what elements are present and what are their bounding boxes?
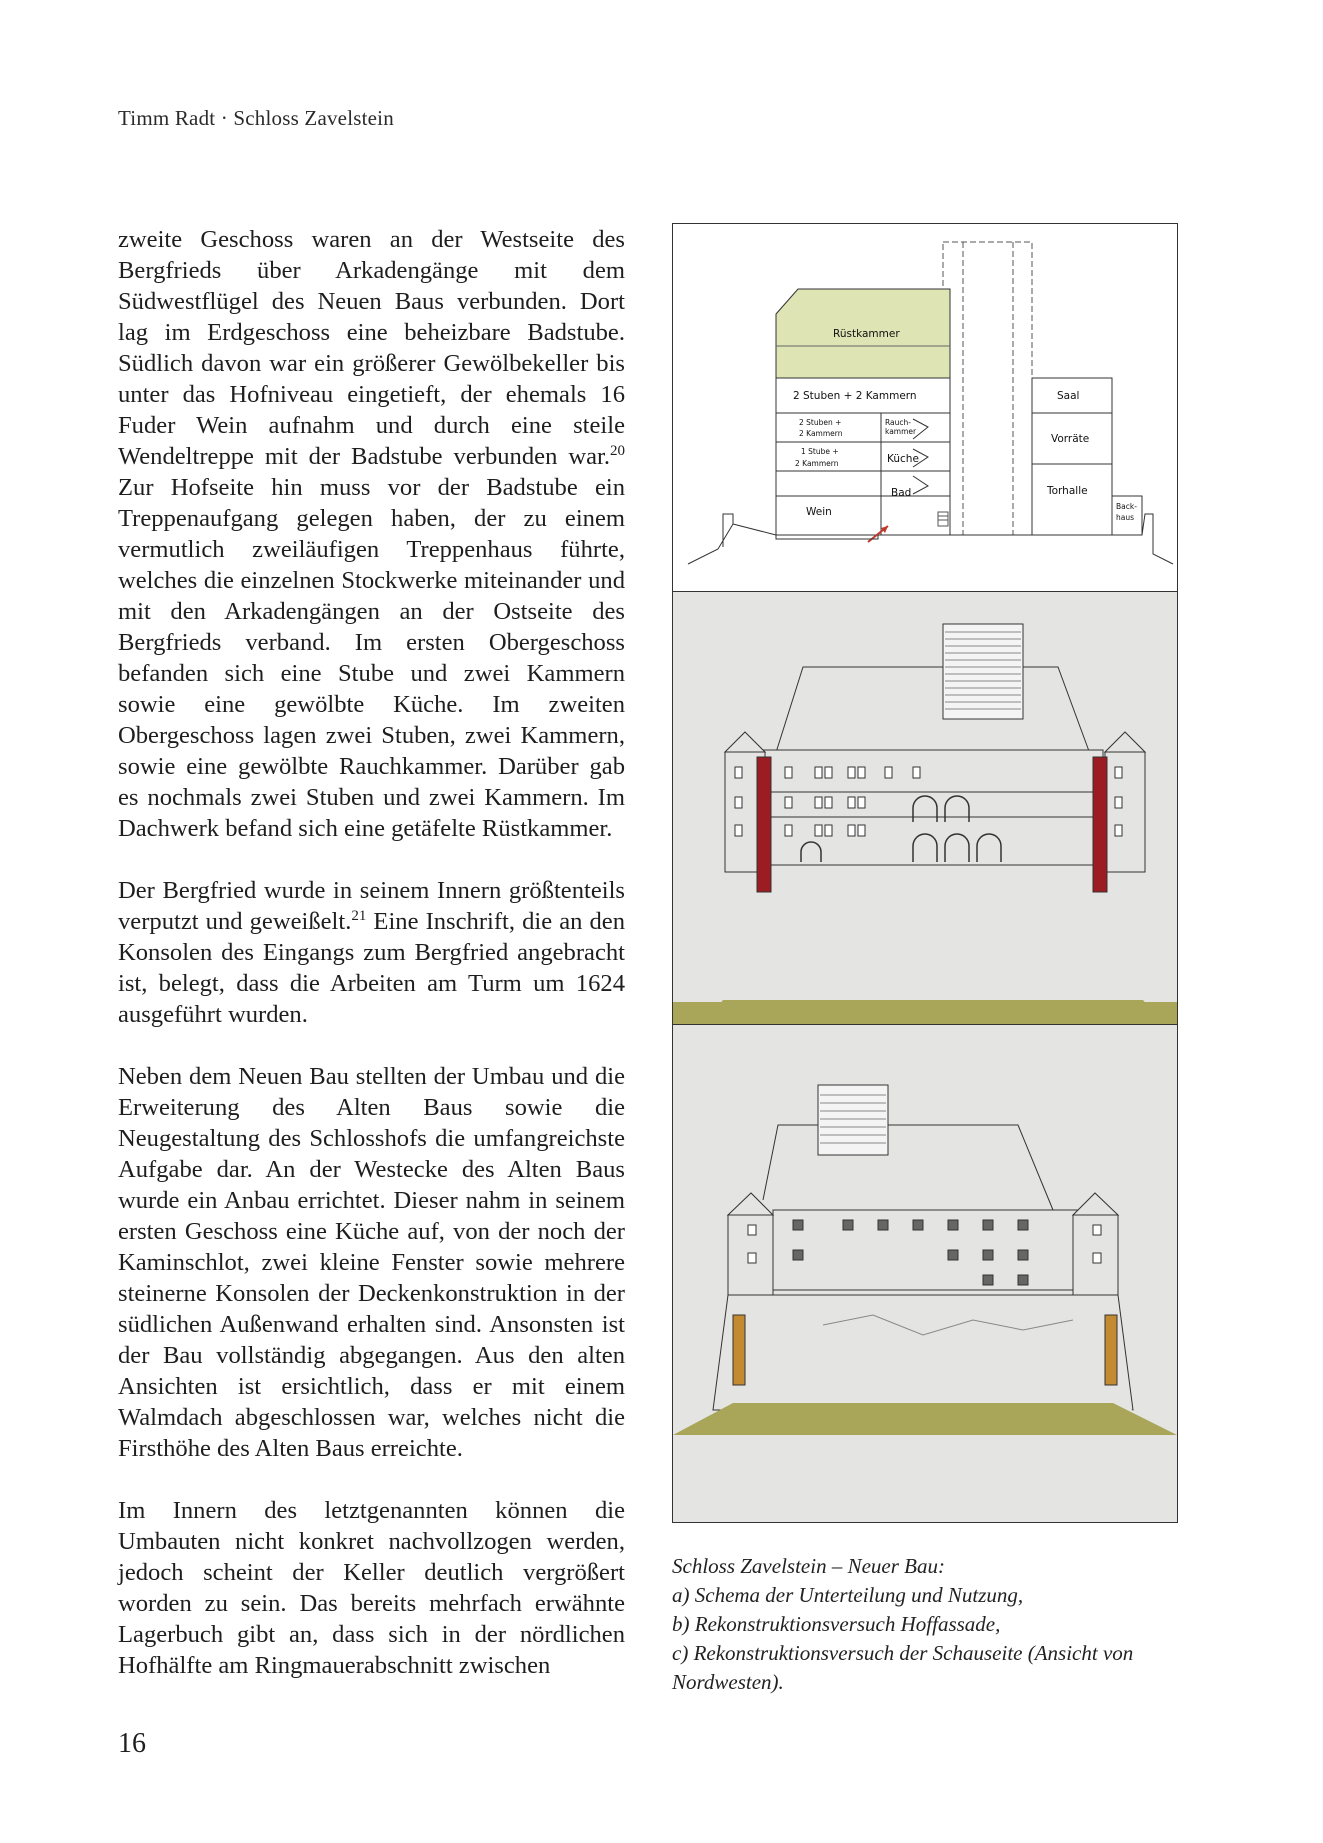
text-run: Im Innern des letztgenannten können die Umbauten nicht konkret nachvollzogen werden, jedoch scheint der Keller deutlich vergrößert worden zu sein. Das bereits mehrfach erwähnte Lagerbuch gibt an, dass sich in der nördlichen Hofhälfte am Ringmauerabschnitt zwischen xyxy=(118,1497,625,1679)
figure-panel-a xyxy=(673,224,1177,591)
label-bad: Bad xyxy=(891,487,912,499)
courtyard-facade-drawing xyxy=(673,592,1177,1025)
label-torhalle: Torhalle xyxy=(1047,485,1088,497)
tower-top xyxy=(943,624,1023,719)
turret-left xyxy=(733,1315,745,1385)
svg-text:haus: haus xyxy=(1116,513,1135,522)
figure-panel-b xyxy=(673,591,1177,1025)
running-head: Timm Radt · Schloss Zavelstein xyxy=(118,106,394,130)
label-stuben-kammern: 2 Stuben + 2 Kammern xyxy=(793,390,917,402)
svg-text:kammer: kammer xyxy=(885,427,917,436)
caption-line: b) Rekonstruktionsversuch Hoffassade, xyxy=(672,1612,1001,1636)
svg-text:1 Stube +: 1 Stube + xyxy=(801,447,839,456)
svg-text:2 Kammern: 2 Kammern xyxy=(795,459,839,468)
text-run: Zur Hofseite hin muss vor der Badstube ein Treppenaufgang gelegen haben, der zu einem vermutlich zweiläufigen Treppenhaus führte, welches die einzelnen Stockwerke miteinander und mit den Arkadengängen an der Ostseite des Bergfrieds verband. Im ersten Obergeschoss befanden sich eine Stube und zwei Kammern sowie eine gewölbte Küche. Im zweiten Obergeschoss lagen zwei Stuben, zwei Kammern, sowie eine gewölbte Rauchkammer. Darüber gab es nochmals zwei Stuben und zwei Kammern. Im Dachwerk befand sich eine getäfelte Rüstkammer. xyxy=(118,474,625,842)
body-paragraph xyxy=(118,875,625,1030)
page-number: 16 xyxy=(118,1728,146,1759)
figure-panel-c xyxy=(673,1024,1177,1523)
caption-line: c) Rekonstruktionsversuch der Schauseite (Ansicht von xyxy=(672,1641,1134,1665)
svg-text:2 Kammern: 2 Kammern xyxy=(799,429,843,438)
figure-caption xyxy=(672,1552,1172,1697)
caption-line: a) Schema der Unterteilung und Nutzung, xyxy=(672,1583,1024,1607)
tower-outline xyxy=(943,242,1032,535)
label-kueche: Küche xyxy=(887,453,919,465)
body-paragraph xyxy=(118,1061,625,1464)
svg-text:Rauch-: Rauch- xyxy=(885,418,911,427)
ground-area xyxy=(673,1403,1177,1435)
label-wein: Wein xyxy=(806,506,832,518)
show-side-drawing xyxy=(673,1025,1177,1523)
facade-body xyxy=(773,1210,1078,1290)
stair-tower-left xyxy=(757,757,771,892)
svg-text:2 Stuben +: 2 Stuben + xyxy=(799,418,842,427)
footnote-ref: 21 xyxy=(351,908,367,924)
svg-text:Back-: Back- xyxy=(1116,502,1137,511)
body-text xyxy=(118,224,625,1681)
turret-right xyxy=(1105,1315,1117,1385)
label-vorraete: Vorräte xyxy=(1051,433,1090,445)
label-ruestkammer: Rüstkammer xyxy=(833,328,900,340)
footnote-ref: 20 xyxy=(610,443,625,459)
schema-diagram xyxy=(673,224,1177,591)
body-paragraph xyxy=(118,1495,625,1681)
figure xyxy=(672,223,1178,1523)
stair-tower-right xyxy=(1093,757,1107,892)
body-paragraph xyxy=(118,224,625,844)
facade-body xyxy=(763,750,1103,865)
caption-line: Nordwesten). xyxy=(672,1670,784,1694)
text-run: Eine Inschrift, die an den Konsolen des Eingangs zum Bergfried angebracht ist, belegt, dass die Arbeiten am Turm um 1624 ausgeführt wurden. xyxy=(118,908,626,1028)
text-run: Neben dem Neuen Bau stellten der Umbau und die Erweiterung des Alten Baus sowie die Neugestaltung des Schlosshofs die umfangreichste Aufgabe dar. An der Westecke des Alten Baus wurde ein Anbau errichtet. Dieser nahm in seinem ersten Geschoss eine Küche auf, von der noch der Kaminschlot, zwei kleine Fenster sowie mehrere steinerne Konsolen der Deckenkonstruktion in der südlichen Außenwand erhalten sind. Ansonsten ist der Bau vollständig abgegangen. Aus den alten Ansichten ist ersichtlich, dass er mit einem Walmdach abgeschlossen war, welches nicht die Firsthöhe des Alten Baus erreichte. xyxy=(118,1063,625,1462)
text-run: Der Bergfried wurde in seinem Innern größtenteils verputzt und geweißelt. xyxy=(118,877,625,935)
caption-line: Schloss Zavelstein – Neuer Bau: xyxy=(672,1554,945,1578)
label-saal: Saal xyxy=(1057,390,1080,402)
text-run: zweite Geschoss waren an der Westseite des Bergfrieds über Arkadengänge mit dem Südwestflügel des Neuen Baus verbunden. Dort lag im Erdgeschoss eine beheizbare Badstube. Südlich davon war ein größerer Gewölbekeller bis unter das Hofniveau eingetieft, der ehemals 16 Fuder Wein aufnahm und durch eine steile Wendeltreppe mit der Badstube verbunden war. xyxy=(118,226,625,470)
